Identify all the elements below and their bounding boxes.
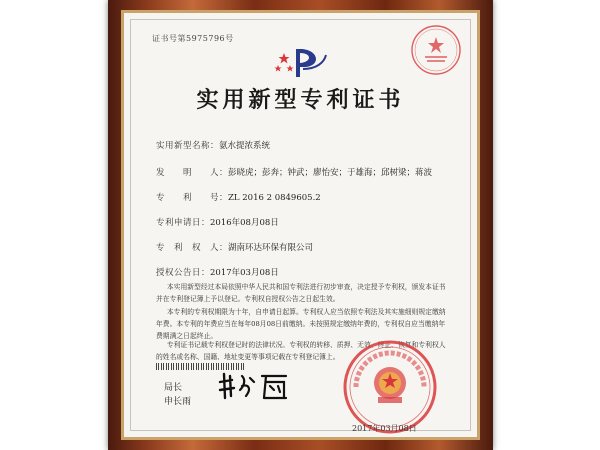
field-label: 授权公告日： bbox=[156, 268, 211, 278]
director-name: 申长雨 bbox=[164, 397, 192, 407]
director-title: 局长 bbox=[164, 383, 183, 393]
utility-model-name-field bbox=[156, 139, 270, 151]
patentee-field bbox=[156, 241, 313, 253]
patent-number-field bbox=[156, 191, 321, 203]
field-value: ZL 2016 2 0849605.2 bbox=[228, 193, 321, 203]
grant-date-field bbox=[156, 266, 279, 278]
certificate-title: 实用新型专利证书 bbox=[196, 87, 405, 113]
field-value: 湖南环达环保有限公司 bbox=[228, 243, 314, 253]
body-paragraph: 专利证书记载专利权登记时的法律状况。专利权的转移、质押、无效、终止、恢复和专利权人的姓名或名称、国籍、地址变更等事项记载在专利登记簿上。 bbox=[156, 341, 446, 361]
field-value: 2017年03月08日 bbox=[210, 268, 279, 278]
top-seal-icon bbox=[405, 23, 467, 77]
director-signature bbox=[216, 368, 294, 404]
field-label: 实用新型名称： bbox=[156, 141, 220, 151]
field-value: 彭晓虎；彭奔；钟武；廖怡安；于雄海；邱树梁；蒋波 bbox=[228, 168, 433, 178]
certificate-paper bbox=[124, 13, 477, 437]
field-label: 专 利 权 人： bbox=[156, 243, 229, 253]
application-date-field bbox=[156, 216, 279, 228]
body-paragraph: 本实用新型经过本局依照中华人民共和国专利法进行初步审查，决定授予专利权，颁发本证书并在专利登记簿上予以登记。专利权自授权公告之日起生效。 bbox=[156, 283, 446, 303]
seal-date: 2017年03月08日 bbox=[352, 424, 417, 433]
patent-office-logo-icon bbox=[270, 45, 334, 81]
inventors-field bbox=[156, 166, 432, 178]
field-value: 氨水提浓系统 bbox=[219, 141, 271, 151]
field-label: 专利申请日： bbox=[156, 218, 211, 228]
national-emblem-seal-icon bbox=[342, 339, 438, 435]
field-label: 发 明 人： bbox=[156, 168, 229, 178]
certificate-number: 证书号第5975796号 bbox=[152, 34, 234, 43]
body-paragraph: 本专利的专利权期限为十年，自申请日起算。专利权人应当依照专利法及其实施细则规定缴纳年费。本专利的年费应当在每年08月08日前缴纳。未按照规定缴纳年费的，专利权自应当缴纳年费期满之日起终止。 bbox=[156, 308, 446, 340]
field-value: 2016年08月08日 bbox=[210, 218, 279, 228]
field-label: 专 利 号： bbox=[156, 193, 229, 203]
